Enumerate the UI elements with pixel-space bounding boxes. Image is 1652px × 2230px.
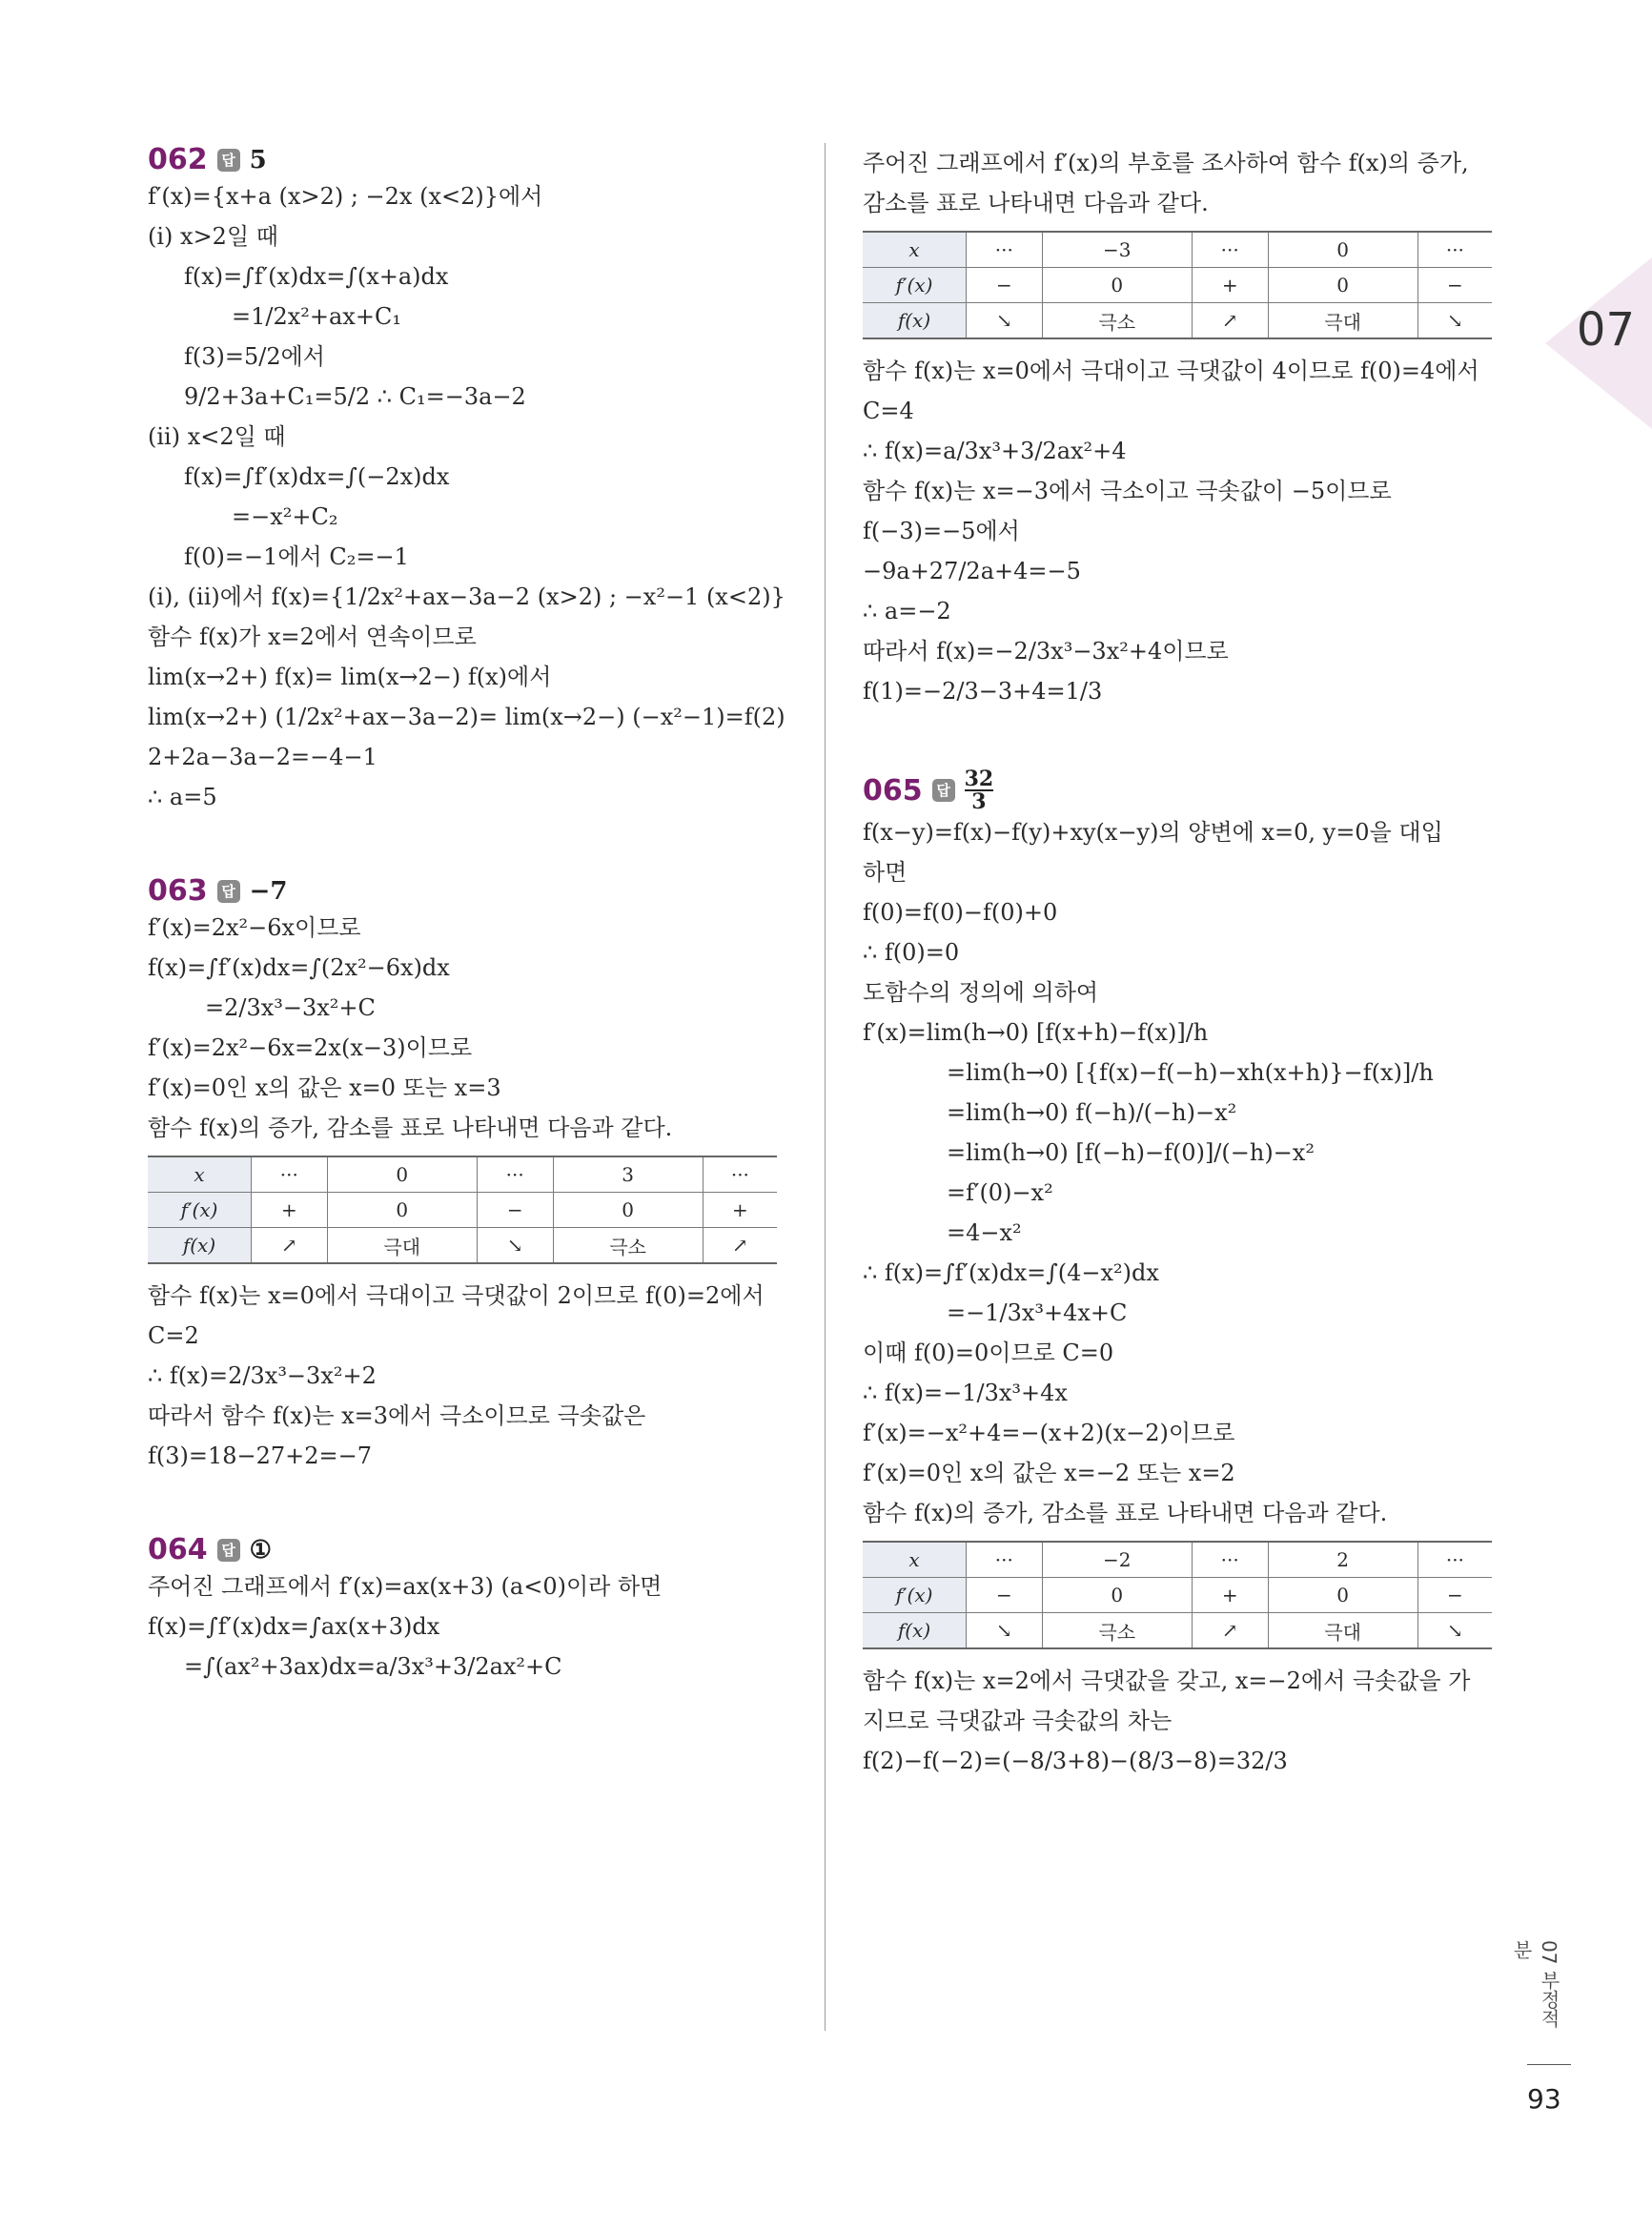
solution-line: f(x)=∫f′(x)dx=∫(−2x)dx	[184, 463, 450, 490]
solution-line: =f′(0)−x²	[947, 1179, 1053, 1206]
solution-line: f′(x)=0인 x의 값은 x=−2 또는 x=2	[863, 1460, 1235, 1486]
table-cell: ···	[703, 1156, 777, 1193]
table-cell: ↘	[1417, 303, 1492, 339]
solution-line: 함수 f(x)는 x=2에서 극댓값을 갖고, x=−2에서 극솟값을 가	[863, 1667, 1471, 1694]
solution-line: 따라서 f(x)=−2/3x³−3x²+4이므로	[863, 638, 1229, 665]
table-cell: −	[477, 1193, 553, 1228]
solution-line: −9a+27/2a+4=−5	[863, 558, 1081, 584]
table-cell: f′(x)	[863, 1578, 967, 1613]
solution-line: ∴ a=−2	[863, 598, 951, 624]
solution-line: C=2	[148, 1322, 199, 1349]
problem-number: 062	[148, 143, 208, 176]
answer-value: ①	[249, 1535, 272, 1565]
answer-denominator: 3	[971, 789, 987, 814]
table-cell: 극소	[1042, 303, 1192, 339]
solution-line: =−1/3x³+4x+C	[947, 1299, 1128, 1326]
table-row	[863, 1613, 1492, 1649]
table-cell: ↗	[703, 1228, 777, 1264]
solution-line: ∴ f(0)=0	[863, 939, 960, 966]
table-cell: ···	[1192, 1542, 1268, 1578]
table-cell: ···	[1417, 232, 1492, 268]
solution-line: f(0)=−1에서 C₂=−1	[184, 543, 409, 570]
solution-line: f(0)=f(0)−f(0)+0	[863, 899, 1058, 926]
solution-line: C=4	[863, 398, 914, 424]
table-cell: ···	[252, 1156, 328, 1193]
solution-line: f(x)=∫f′(x)dx=∫ax(x+3)dx	[148, 1613, 440, 1640]
solution-line: 함수 f(x)는 x=−3에서 극소이고 극솟값이 −5이므로	[863, 478, 1392, 504]
solution-line: =−x²+C₂	[232, 503, 338, 530]
table-cell: ↘	[967, 303, 1043, 339]
solution-line: f(1)=−2/3−3+4=1/3	[863, 678, 1103, 705]
table-cell: ···	[477, 1156, 553, 1193]
solution-line: (i) x>2일 때	[148, 223, 278, 250]
table-cell: 극소	[553, 1228, 703, 1264]
solution-line: f′(x)=2x²−6x이므로	[148, 914, 361, 941]
table-cell: 0	[327, 1156, 477, 1193]
left-column	[148, 143, 786, 1687]
chapter-tab-label: 07	[1576, 303, 1635, 357]
solution-line: 도함수의 정의에 의하여	[863, 979, 1099, 1006]
table-cell: ↗	[1192, 303, 1268, 339]
solution-line: f(−3)=−5에서	[863, 518, 1020, 544]
answer-value: −7	[249, 876, 288, 906]
solution-line: ∴ a=5	[148, 784, 217, 810]
solution-line: =2/3x³−3x²+C	[205, 994, 376, 1021]
page-number: 93	[1527, 2083, 1561, 2115]
table-cell: ···	[967, 232, 1043, 268]
side-divider	[1527, 2064, 1571, 2065]
table-row	[148, 1193, 777, 1228]
answer-numerator: 32	[964, 767, 994, 791]
solution-line: 감소를 표로 나타내면 다음과 같다.	[863, 190, 1209, 216]
solution-line: 지므로 극댓값과 극솟값의 차는	[863, 1708, 1173, 1734]
table-row	[148, 1156, 777, 1193]
table-cell: 극대	[1268, 1613, 1417, 1649]
table-cell: x	[863, 1542, 967, 1578]
solution-line: 주어진 그래프에서 f′(x)=ax(x+3) (a<0)이라 하면	[148, 1573, 663, 1600]
solution-line: f′(x)={x+a (x>2) ; −2x (x<2)}에서	[148, 183, 543, 210]
solution-line: 이때 f(0)=0이므로 C=0	[863, 1340, 1114, 1366]
table-cell: ···	[1417, 1542, 1492, 1578]
table-row	[863, 268, 1492, 303]
solution-line: lim(x→2+) f(x)= lim(x→2−) f(x)에서	[148, 664, 552, 690]
problem-064-header	[148, 1533, 786, 1566]
table-cell: ↘	[967, 1613, 1043, 1649]
table-cell: −	[967, 268, 1043, 303]
solution-line: f(x−y)=f(x)−f(y)+xy(x−y)의 양변에 x=0, y=0을 대입	[863, 819, 1443, 846]
side-chapter-title: 07 부정적분	[1510, 1940, 1560, 2028]
solution-line: 주어진 그래프에서 f′(x)의 부호를 조사하여 함수 f(x)의 증가,	[863, 150, 1469, 176]
table-cell: −	[967, 1578, 1043, 1613]
table-cell: ↘	[477, 1228, 553, 1264]
table-cell: ↗	[1192, 1613, 1268, 1649]
solution-line: ∴ f(x)=∫f′(x)dx=∫(4−x²)dx	[863, 1259, 1159, 1286]
sign-table-064	[863, 231, 1492, 339]
solution-line: =lim(h→0) f(−h)/(−h)−x²	[947, 1099, 1237, 1126]
solution-line: 함수 f(x)는 x=0에서 극대이고 극댓값이 4이므로 f(0)=4에서	[863, 358, 1479, 384]
solution-line: (i), (ii)에서 f(x)={1/2x²+ax−3a−2 (x>2) ; −x²−1 (x<2)}	[148, 583, 785, 610]
solution-line: =∫(ax²+3ax)dx=a/3x³+3/2ax²+C	[184, 1653, 562, 1680]
solution-line: f′(x)=2x²−6x=2x(x−3)이므로	[148, 1034, 473, 1061]
solution-line: =1/2x²+ax+C₁	[232, 303, 401, 330]
solution-line: 9/2+3a+C₁=5/2 ∴ C₁=−3a−2	[184, 383, 526, 410]
table-cell: +	[703, 1193, 777, 1228]
answer-badge: 답	[217, 149, 240, 172]
solution-line: f(3)=5/2에서	[184, 343, 325, 370]
solution-line: (ii) x<2일 때	[148, 423, 286, 450]
table-cell: ↗	[252, 1228, 328, 1264]
table-cell: 0	[1042, 268, 1192, 303]
table-cell: 2	[1268, 1542, 1417, 1578]
solution-line: lim(x→2+) (1/2x²+ax−3a−2)= lim(x→2−) (−x²−1)=f(2)	[148, 704, 785, 730]
answer-badge: 답	[217, 880, 240, 903]
solution-line: 따라서 함수 f(x)는 x=3에서 극소이므로 극솟값은	[148, 1402, 646, 1429]
table-cell: f(x)	[148, 1228, 252, 1264]
problem-number: 064	[148, 1533, 208, 1566]
solution-line: 하면	[863, 859, 908, 886]
column-divider	[825, 143, 826, 2031]
solution-line: 함수 f(x)의 증가, 감소를 표로 나타내면 다음과 같다.	[863, 1500, 1388, 1526]
solution-line: f′(x)=−x²+4=−(x+2)(x−2)이므로	[863, 1420, 1235, 1446]
solution-line: f(2)−f(−2)=(−8/3+8)−(8/3−8)=32/3	[863, 1748, 1288, 1774]
solution-line: f′(x)=0인 x의 값은 x=0 또는 x=3	[148, 1074, 501, 1101]
solution-line: =lim(h→0) [{f(x)−f(−h)−xh(x+h)}−f(x)]/h	[947, 1059, 1434, 1086]
solution-line: ∴ f(x)=a/3x³+3/2ax²+4	[863, 438, 1127, 464]
table-cell: 0	[1268, 232, 1417, 268]
table-cell: ···	[967, 1542, 1043, 1578]
solution-line: ∴ f(x)=−1/3x³+4x	[863, 1380, 1068, 1406]
table-row	[148, 1228, 777, 1264]
table-row	[863, 232, 1492, 268]
table-cell: ···	[1192, 232, 1268, 268]
table-cell: 0	[553, 1193, 703, 1228]
table-cell: 0	[1268, 1578, 1417, 1613]
table-cell: +	[252, 1193, 328, 1228]
table-cell: f(x)	[863, 1613, 967, 1649]
table-cell: 극대	[1268, 303, 1417, 339]
table-cell: f′(x)	[863, 268, 967, 303]
table-cell: −	[1417, 1578, 1492, 1613]
table-cell: 0	[1268, 268, 1417, 303]
table-cell: ↘	[1417, 1613, 1492, 1649]
table-cell: x	[863, 232, 967, 268]
solution-line: f(x)=∫f′(x)dx=∫(2x²−6x)dx	[148, 954, 450, 981]
table-cell: −3	[1042, 232, 1192, 268]
solution-line: =4−x²	[947, 1219, 1022, 1246]
answer-badge: 답	[932, 779, 955, 802]
table-row	[863, 303, 1492, 339]
solution-line: f(x)=∫f′(x)dx=∫(x+a)dx	[184, 263, 449, 290]
table-cell: 극소	[1042, 1613, 1192, 1649]
table-cell: 극대	[327, 1228, 477, 1264]
table-cell: +	[1192, 268, 1268, 303]
table-cell: x	[148, 1156, 252, 1193]
problem-number: 065	[863, 773, 923, 808]
right-column	[863, 143, 1511, 1781]
solution-line: 함수 f(x)의 증가, 감소를 표로 나타내면 다음과 같다.	[148, 1115, 673, 1141]
answer-fraction	[965, 768, 994, 812]
problem-number: 063	[148, 874, 208, 908]
solution-line: f(3)=18−27+2=−7	[148, 1442, 373, 1469]
table-cell: f′(x)	[148, 1193, 252, 1228]
table-cell: f(x)	[863, 303, 967, 339]
table-row	[863, 1578, 1492, 1613]
sign-table-063	[148, 1156, 777, 1264]
solution-line: =lim(h→0) [f(−h)−f(0)]/(−h)−x²	[947, 1139, 1315, 1166]
answer-badge: 답	[217, 1539, 240, 1562]
solution-line: 함수 f(x)가 x=2에서 연속이므로	[148, 624, 477, 650]
table-cell: −	[1417, 268, 1492, 303]
table-cell: +	[1192, 1578, 1268, 1613]
sign-table-065	[863, 1541, 1492, 1649]
answer-value: 5	[249, 145, 267, 174]
problem-063-header	[148, 874, 786, 908]
table-cell: 3	[553, 1156, 703, 1193]
table-cell: 0	[1042, 1578, 1192, 1613]
table-cell: 0	[327, 1193, 477, 1228]
solution-line: 2+2a−3a−2=−4−1	[148, 744, 377, 770]
table-row	[863, 1542, 1492, 1578]
solution-line: ∴ f(x)=2/3x³−3x²+2	[148, 1362, 377, 1389]
solution-line: f′(x)=lim(h→0) [f(x+h)−f(x)]/h	[863, 1019, 1209, 1046]
problem-062-header	[148, 143, 786, 176]
table-cell: −2	[1042, 1542, 1192, 1578]
problem-065-header	[863, 768, 1511, 812]
solution-line: 함수 f(x)는 x=0에서 극대이고 극댓값이 2이므로 f(0)=2에서	[148, 1282, 765, 1309]
